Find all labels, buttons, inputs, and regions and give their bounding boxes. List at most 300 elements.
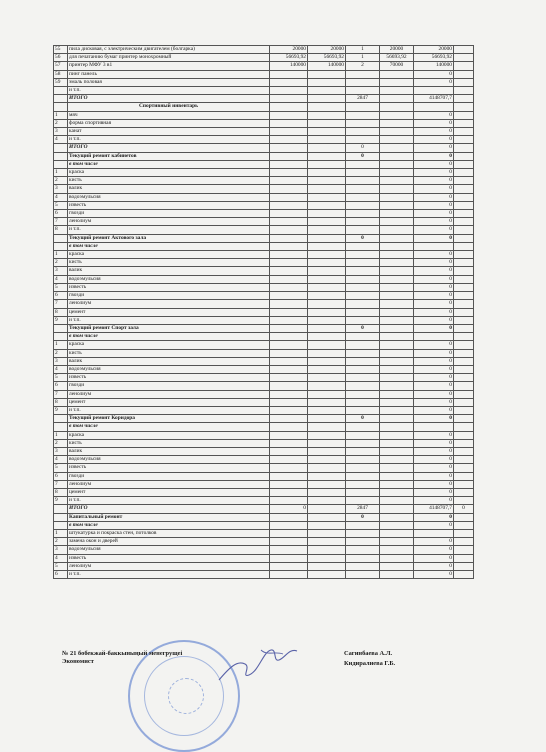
cell-name: краска	[68, 169, 270, 177]
cell-c	[346, 456, 380, 464]
cell-name: Текущий ремонт кабинетов	[68, 152, 270, 160]
cell-c	[346, 316, 380, 324]
cell-e: 0	[414, 480, 454, 488]
cell-f	[454, 431, 474, 439]
cell-d	[380, 554, 414, 562]
cell-a	[270, 497, 308, 505]
cell-f	[454, 251, 474, 259]
table-row	[54, 185, 474, 193]
cell-n	[54, 144, 68, 152]
cell-name: кисть	[68, 349, 270, 357]
cell-name: ленолиум	[68, 300, 270, 308]
cell-d	[380, 365, 414, 373]
cell-c	[346, 365, 380, 373]
cell-name: принтер МФУ 3 в1	[68, 62, 270, 70]
cell-e: 0	[414, 210, 454, 218]
cell-b: 20000	[308, 46, 346, 54]
cell-e	[414, 333, 454, 341]
cell-n	[54, 324, 68, 332]
cell-n: 4	[54, 554, 68, 562]
cell-d	[380, 119, 414, 127]
cell-n	[54, 152, 68, 160]
table-row	[54, 374, 474, 382]
cell-a	[270, 480, 308, 488]
cell-e: 140000	[414, 62, 454, 70]
cell-e: 0	[414, 308, 454, 316]
cell-b	[308, 283, 346, 291]
cell-f	[454, 259, 474, 267]
cell-e: 0	[414, 382, 454, 390]
cell-n: 7	[54, 390, 68, 398]
cell-a	[270, 152, 308, 160]
cell-b	[308, 201, 346, 209]
cell-n	[54, 521, 68, 529]
cell-b	[308, 382, 346, 390]
cell-e: 0	[414, 259, 454, 267]
cell-a	[270, 193, 308, 201]
cell-n: 8	[54, 308, 68, 316]
cell-d	[380, 275, 414, 283]
cell-n: 9	[54, 316, 68, 324]
cell-e: 0	[414, 177, 454, 185]
cell-d	[380, 95, 414, 103]
cell-n: 3	[54, 267, 68, 275]
cell-b	[308, 292, 346, 300]
cell-d	[380, 316, 414, 324]
cell-e: 0	[414, 226, 454, 234]
cell-e: 0	[414, 431, 454, 439]
cell-a	[270, 316, 308, 324]
cell-c	[346, 103, 380, 111]
cell-e: 0	[414, 488, 454, 496]
table-row	[54, 398, 474, 406]
cell-n: 4	[54, 136, 68, 144]
cell-a	[270, 259, 308, 267]
cell-a	[270, 103, 308, 111]
table-row	[54, 456, 474, 464]
cell-e: 0	[414, 406, 454, 414]
cell-a	[270, 439, 308, 447]
cell-n: 2	[54, 439, 68, 447]
table-row	[54, 144, 474, 152]
cell-b	[308, 160, 346, 168]
cell-n: 2	[54, 119, 68, 127]
table-row	[54, 259, 474, 267]
cell-e: 0	[414, 160, 454, 168]
cell-c	[346, 464, 380, 472]
cell-e: 0	[414, 267, 454, 275]
cell-e: 0	[414, 324, 454, 332]
cell-n: 5	[54, 464, 68, 472]
cell-name: эмаль половая	[68, 78, 270, 86]
signer-name-2: Кидиралиева Г.Б.	[344, 660, 396, 667]
cell-f	[454, 218, 474, 226]
cell-d	[380, 169, 414, 177]
cell-f	[454, 292, 474, 300]
cell-a	[270, 210, 308, 218]
cell-c: 0	[346, 144, 380, 152]
cell-d	[380, 447, 414, 455]
cell-n: 8	[54, 488, 68, 496]
cell-c	[346, 136, 380, 144]
cell-f	[454, 210, 474, 218]
cell-b	[308, 554, 346, 562]
cell-a	[270, 136, 308, 144]
cell-f	[454, 201, 474, 209]
cell-b	[308, 562, 346, 570]
cell-name: кисть	[68, 439, 270, 447]
cell-a	[270, 423, 308, 431]
cell-f	[454, 111, 474, 119]
table-row	[54, 357, 474, 365]
cell-d	[380, 185, 414, 193]
cell-c: 1	[346, 54, 380, 62]
cell-e: 0	[414, 398, 454, 406]
cell-a	[270, 406, 308, 414]
cell-n	[54, 333, 68, 341]
cell-b	[308, 406, 346, 414]
table-row	[54, 87, 474, 95]
cell-a	[270, 431, 308, 439]
cell-c	[346, 300, 380, 308]
cell-n: 4	[54, 193, 68, 201]
cell-a	[270, 234, 308, 242]
cell-f	[454, 46, 474, 54]
cell-a	[270, 185, 308, 193]
cell-n: 3	[54, 185, 68, 193]
cell-e: 0	[414, 546, 454, 554]
cell-d	[380, 111, 414, 119]
cell-n: 5	[54, 283, 68, 291]
cell-b	[308, 505, 346, 513]
cell-f	[454, 562, 474, 570]
table-row	[54, 365, 474, 373]
cell-name: водоэмульсия	[68, 365, 270, 373]
table-row	[54, 497, 474, 505]
cell-a: 140000	[270, 62, 308, 70]
cell-c	[346, 472, 380, 480]
cell-n: 1	[54, 169, 68, 177]
table-row	[54, 333, 474, 341]
cell-e: 0	[414, 374, 454, 382]
cell-e: 0	[414, 169, 454, 177]
table-row	[54, 160, 474, 168]
cell-c	[346, 382, 380, 390]
cell-e: 0	[414, 447, 454, 455]
cell-name: ленолиум	[68, 218, 270, 226]
cell-f	[454, 169, 474, 177]
cell-name: валик	[68, 447, 270, 455]
cell-c	[346, 571, 380, 579]
cell-f	[454, 95, 474, 103]
cell-b	[308, 210, 346, 218]
cell-b	[308, 513, 346, 521]
cell-name: ИТОГО	[68, 144, 270, 152]
cell-name: в том числе	[68, 333, 270, 341]
cell-f	[454, 439, 474, 447]
cell-e: 0	[414, 456, 454, 464]
cell-b	[308, 70, 346, 78]
cell-e: 56693,92	[414, 54, 454, 62]
cell-c	[346, 439, 380, 447]
cell-c	[346, 357, 380, 365]
cell-a	[270, 95, 308, 103]
cell-e: 0	[414, 275, 454, 283]
cell-n: 2	[54, 259, 68, 267]
cell-e	[414, 423, 454, 431]
cell-e: 4148707,7	[414, 505, 454, 513]
cell-f	[454, 480, 474, 488]
cell-a	[270, 70, 308, 78]
cell-a	[270, 78, 308, 86]
cell-d	[380, 488, 414, 496]
cell-d	[380, 267, 414, 275]
cell-f	[454, 406, 474, 414]
cell-name: Текущий ремонт Спорт зала	[68, 324, 270, 332]
cell-f	[454, 324, 474, 332]
cell-name: гвозди	[68, 472, 270, 480]
cell-e: 0	[414, 234, 454, 242]
cell-b	[308, 456, 346, 464]
cell-e: 0	[414, 119, 454, 127]
table-row	[54, 70, 474, 78]
cell-n: 1	[54, 341, 68, 349]
cell-a	[270, 308, 308, 316]
cell-d	[380, 136, 414, 144]
cell-f	[454, 242, 474, 250]
table-row	[54, 562, 474, 570]
cell-d	[380, 439, 414, 447]
cell-e: 0	[414, 185, 454, 193]
cell-a	[270, 472, 308, 480]
table-row	[54, 513, 474, 521]
cell-c	[346, 70, 380, 78]
signature-image	[215, 642, 310, 687]
cell-d	[380, 505, 414, 513]
cell-name: водоэмульсия	[68, 456, 270, 464]
table-row	[54, 193, 474, 201]
cell-c	[346, 78, 380, 86]
cell-f	[454, 488, 474, 496]
cell-b	[308, 341, 346, 349]
cell-name: и т.п.	[68, 316, 270, 324]
cell-a	[270, 251, 308, 259]
cell-name: ИТОГО	[68, 95, 270, 103]
cell-d	[380, 226, 414, 234]
cell-b	[308, 193, 346, 201]
cell-n: 7	[54, 300, 68, 308]
cell-a	[270, 447, 308, 455]
cell-name: и т.п.	[68, 571, 270, 579]
table-row	[54, 480, 474, 488]
cell-d	[380, 571, 414, 579]
table-row	[54, 423, 474, 431]
table-row	[54, 341, 474, 349]
cell-c: 0	[346, 324, 380, 332]
cell-d	[380, 300, 414, 308]
cell-d	[380, 251, 414, 259]
cell-name: канат	[68, 128, 270, 136]
cell-a	[270, 128, 308, 136]
cell-d	[380, 292, 414, 300]
cell-d	[380, 218, 414, 226]
cell-name: пила дисковая, с электрическим двигателем (болгарка)	[68, 46, 270, 54]
table-row	[54, 464, 474, 472]
cell-f	[454, 538, 474, 546]
cell-c	[346, 251, 380, 259]
cell-b	[308, 78, 346, 86]
cell-name: гвозди	[68, 292, 270, 300]
cell-n: 5	[54, 201, 68, 209]
cell-b	[308, 398, 346, 406]
cell-c	[346, 185, 380, 193]
cell-d	[380, 234, 414, 242]
cell-e	[414, 103, 454, 111]
cell-b	[308, 423, 346, 431]
cell-c	[346, 480, 380, 488]
cell-name: известь	[68, 374, 270, 382]
cell-d: 20000	[380, 46, 414, 54]
cell-name: валик	[68, 185, 270, 193]
cell-n: 2	[54, 538, 68, 546]
cell-f	[454, 529, 474, 537]
cell-name: гвозди	[68, 210, 270, 218]
cell-f	[454, 357, 474, 365]
cell-d	[380, 562, 414, 570]
cell-f	[454, 128, 474, 136]
cell-a	[270, 415, 308, 423]
cell-b	[308, 480, 346, 488]
cell-c	[346, 87, 380, 95]
cell-b	[308, 267, 346, 275]
cell-f	[454, 333, 474, 341]
table-row	[54, 316, 474, 324]
cell-f	[454, 267, 474, 275]
cell-n	[54, 160, 68, 168]
cell-c	[346, 374, 380, 382]
cell-name: известь	[68, 283, 270, 291]
cell-name: цемент	[68, 398, 270, 406]
cell-c	[346, 431, 380, 439]
table-row	[54, 283, 474, 291]
cell-n: 7	[54, 218, 68, 226]
cell-name: валик	[68, 267, 270, 275]
cell-a	[270, 226, 308, 234]
cell-b	[308, 365, 346, 373]
cell-d	[380, 374, 414, 382]
cell-b	[308, 185, 346, 193]
cell-d	[380, 472, 414, 480]
cell-b	[308, 464, 346, 472]
cell-b	[308, 169, 346, 177]
cell-c	[346, 193, 380, 201]
cell-name: водоэмульсия	[68, 546, 270, 554]
cell-f	[454, 554, 474, 562]
table-row	[54, 234, 474, 242]
cell-e	[414, 242, 454, 250]
cell-f	[454, 513, 474, 521]
cell-n: 3	[54, 357, 68, 365]
cell-b	[308, 128, 346, 136]
cell-a	[270, 169, 308, 177]
cell-n	[54, 415, 68, 423]
table-row	[54, 308, 474, 316]
cell-f	[454, 177, 474, 185]
cell-e: 0	[414, 316, 454, 324]
cell-b	[308, 300, 346, 308]
cell-n: 6	[54, 472, 68, 480]
cell-f	[454, 521, 474, 529]
cell-f	[454, 152, 474, 160]
cell-b	[308, 259, 346, 267]
cell-name: краска	[68, 431, 270, 439]
cell-name: краска	[68, 341, 270, 349]
cell-f	[454, 87, 474, 95]
cell-a	[270, 300, 308, 308]
cell-e: 0	[414, 111, 454, 119]
cell-a	[270, 119, 308, 127]
table-row	[54, 324, 474, 332]
cell-c	[346, 160, 380, 168]
cell-d	[380, 70, 414, 78]
cell-a	[270, 349, 308, 357]
cell-e: 0	[414, 513, 454, 521]
cell-b	[308, 472, 346, 480]
cell-d	[380, 521, 414, 529]
cell-d	[380, 78, 414, 86]
table-row	[54, 415, 474, 423]
cell-e: 0	[414, 349, 454, 357]
table-row	[54, 571, 474, 579]
cell-e	[414, 87, 454, 95]
table-row	[54, 382, 474, 390]
cell-n	[54, 95, 68, 103]
cell-a	[270, 242, 308, 250]
cell-f	[454, 283, 474, 291]
cell-a	[270, 529, 308, 537]
cell-name: водоэмульсия	[68, 275, 270, 283]
cell-b	[308, 95, 346, 103]
cell-c: 2	[346, 62, 380, 70]
cell-f	[454, 472, 474, 480]
cell-d	[380, 546, 414, 554]
cell-d	[380, 210, 414, 218]
cell-d	[380, 160, 414, 168]
cell-b	[308, 447, 346, 455]
cell-e: 0	[414, 521, 454, 529]
cell-a	[270, 464, 308, 472]
cell-n: 8	[54, 398, 68, 406]
cell-d	[380, 415, 414, 423]
table-row	[54, 46, 474, 54]
cell-c	[346, 111, 380, 119]
cell-a	[270, 267, 308, 275]
cell-name: цемент	[68, 488, 270, 496]
cell-d	[380, 513, 414, 521]
cell-b	[308, 488, 346, 496]
cell-c	[346, 119, 380, 127]
cell-c	[346, 283, 380, 291]
cell-e: 0	[414, 439, 454, 447]
cell-n	[54, 103, 68, 111]
table-row	[54, 275, 474, 283]
cell-c: 0	[346, 513, 380, 521]
cell-n: 6	[54, 292, 68, 300]
cell-f	[454, 70, 474, 78]
cell-d	[380, 480, 414, 488]
table-row	[54, 349, 474, 357]
cell-c	[346, 169, 380, 177]
